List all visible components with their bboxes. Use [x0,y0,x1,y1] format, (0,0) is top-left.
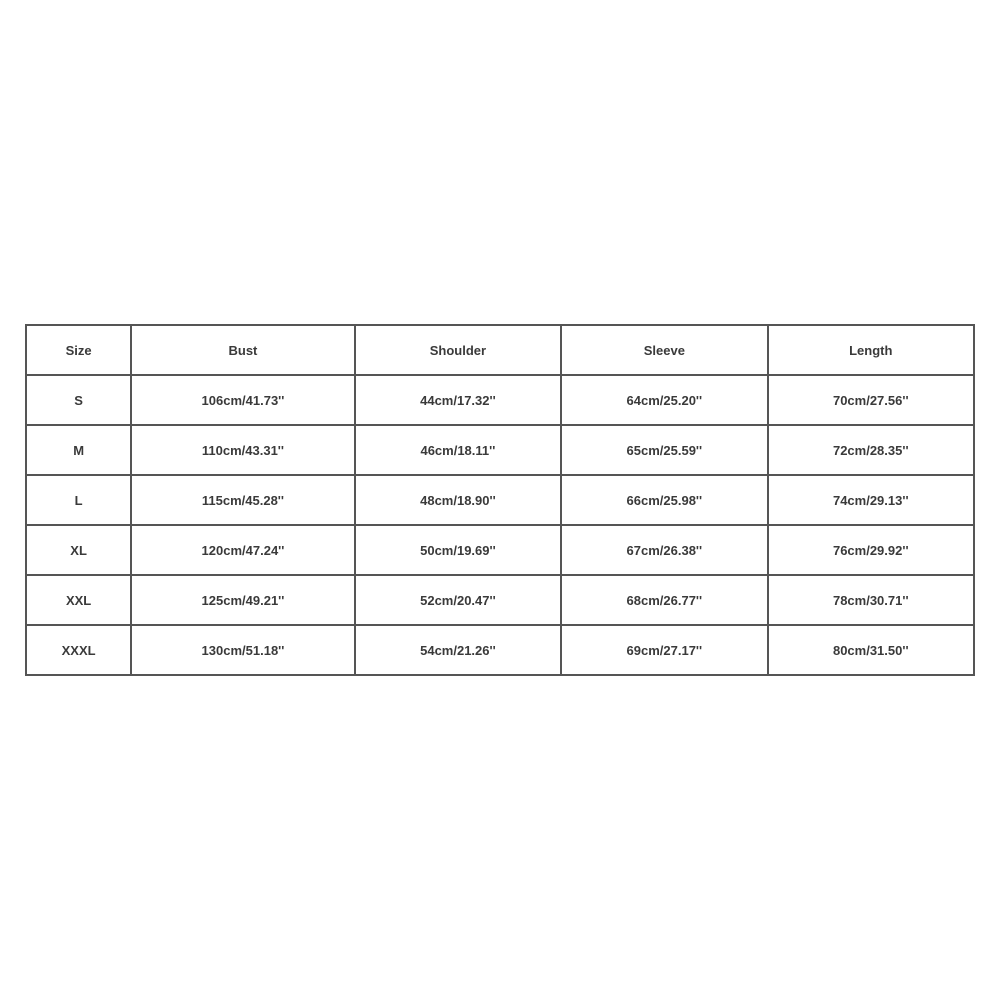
sleeve-cell: 69cm/27.17'' [561,625,767,675]
shoulder-cell: 44cm/17.32'' [355,375,561,425]
sleeve-cell: 64cm/25.20'' [561,375,767,425]
length-cell: 70cm/27.56'' [768,375,974,425]
size-chart-table [25,324,975,676]
header-row [26,325,974,375]
table-row [26,475,974,525]
shoulder-cell: 50cm/19.69'' [355,525,561,575]
table-row [26,525,974,575]
length-cell: 78cm/30.71'' [768,575,974,625]
bust-cell: 106cm/41.73'' [131,375,354,425]
size-cell: S [26,375,131,425]
table-row [26,425,974,475]
shoulder-cell: 52cm/20.47'' [355,575,561,625]
length-cell: 74cm/29.13'' [768,475,974,525]
table-row [26,375,974,425]
length-cell: 76cm/29.92'' [768,525,974,575]
header-sleeve: Sleeve [561,325,767,375]
shoulder-cell: 46cm/18.11'' [355,425,561,475]
bust-cell: 115cm/45.28'' [131,475,354,525]
header-length: Length [768,325,974,375]
sleeve-cell: 68cm/26.77'' [561,575,767,625]
bust-cell: 120cm/47.24'' [131,525,354,575]
bust-cell: 130cm/51.18'' [131,625,354,675]
bust-cell: 110cm/43.31'' [131,425,354,475]
sleeve-cell: 65cm/25.59'' [561,425,767,475]
sleeve-cell: 66cm/25.98'' [561,475,767,525]
shoulder-cell: 54cm/21.26'' [355,625,561,675]
table-row [26,575,974,625]
size-cell: L [26,475,131,525]
size-cell: XXXL [26,625,131,675]
shoulder-cell: 48cm/18.90'' [355,475,561,525]
header-shoulder: Shoulder [355,325,561,375]
header-bust: Bust [131,325,354,375]
length-cell: 80cm/31.50'' [768,625,974,675]
bust-cell: 125cm/49.21'' [131,575,354,625]
size-cell: XXL [26,575,131,625]
size-cell: XL [26,525,131,575]
length-cell: 72cm/28.35'' [768,425,974,475]
sleeve-cell: 67cm/26.38'' [561,525,767,575]
header-size: Size [26,325,131,375]
size-cell: M [26,425,131,475]
table-row [26,625,974,675]
